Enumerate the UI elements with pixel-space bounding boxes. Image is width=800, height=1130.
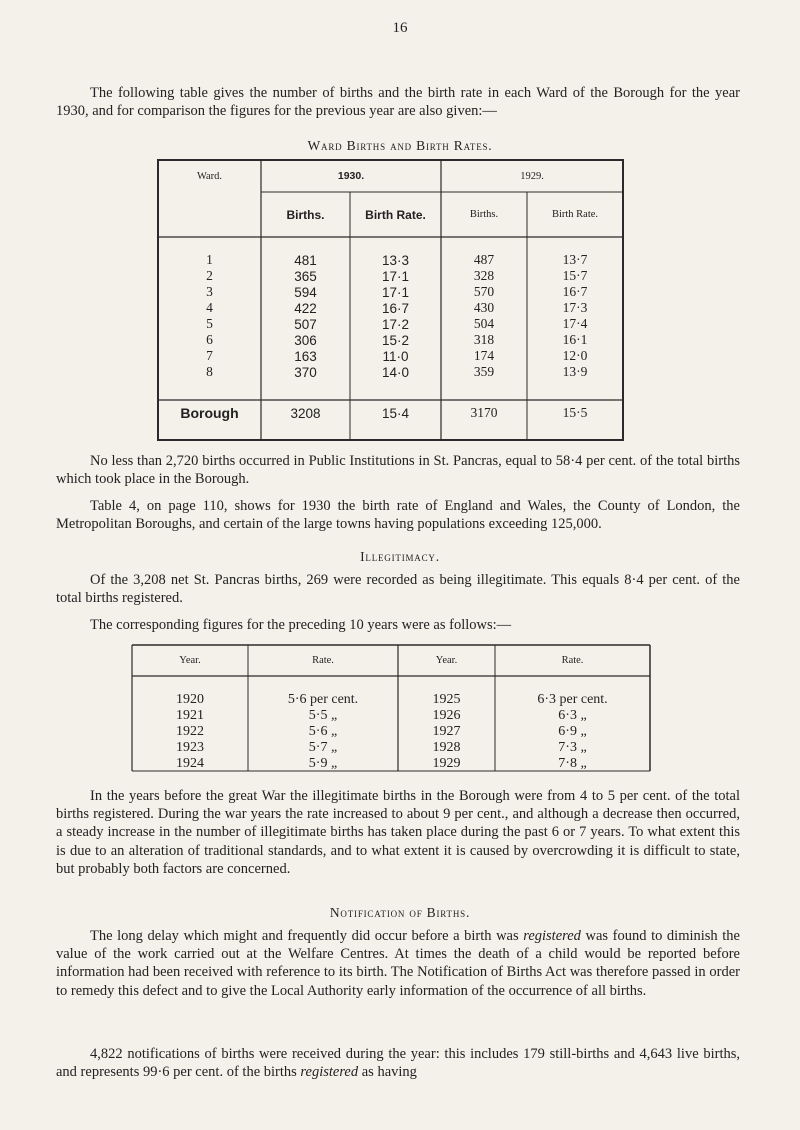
cell-year-b: 1926 (432, 708, 461, 723)
cell-births-1929: 359 (473, 364, 495, 379)
header-year-1930: 1930. (337, 170, 365, 182)
cell-year-a: 1923 (176, 740, 204, 755)
cell-rate-b: 6·9 „ (558, 724, 587, 739)
cell-rate-a: 5·9 „ (308, 756, 338, 771)
cell-rate-b: 7·3 „ (558, 740, 587, 755)
cell-rate-1930: 16·7 (381, 300, 410, 316)
cell-ward: 2 (206, 268, 213, 283)
cell-rate-a: 5·6 per cent. (287, 692, 359, 707)
header-rate-a: Rate. (312, 655, 334, 666)
illegitimacy-heading: Illegitimacy. (360, 549, 440, 564)
cell-ward: 8 (206, 364, 213, 379)
cell-births-1930: 163 (294, 348, 317, 364)
cell-ward: 1 (206, 252, 213, 267)
cell-year-b: 1927 (432, 724, 461, 739)
cell-births-1930: 481 (294, 252, 317, 268)
table-row (132, 708, 650, 724)
cell-ward: 7 (206, 348, 213, 363)
cell-rate-1930: 17·2 (381, 316, 410, 332)
header-rate-1929: Birth Rate. (551, 209, 599, 220)
institutions-paragraph: No less than 2,720 births occurred in Public Institutions in St. Pancras, equal to 58·4 per cent. of the total births which took place in the Borough. (56, 453, 740, 488)
table-row (132, 692, 650, 708)
notification-paragraph: The long delay which might and frequently did occur before a birth was registered was found to diminish the value of the work carried out at the Welfare Centres. At times the death of a child would be reported before information had been received with reference to its birth. The Notification of Births Act was therefore passed in order to remedy this defect and to give the Local Authority early information of the occurrence of all births. (56, 928, 740, 999)
cell-ward: 4 (206, 300, 213, 315)
cell-rate-1929: 13·7 (562, 252, 588, 267)
war-paragraph: In the years before the great War the illegitimate births in the Borough were from 4 to 5 per cent. of the total births registered. During the war years the rate increased to about 9 per cent., and although a decrease then occurred, a steady increase in the number of illegitimate births has taken place during the past 6 or 7 years. To what extent this is due to an alteration of traditional standards, and to what extent it is caused by overcrowding it is difficult to state, but probably both factors are concerned. (56, 788, 740, 877)
cell-year-a: 1920 (176, 692, 204, 707)
total-rate-1929: 15·5 (562, 405, 588, 420)
cell-births-1929: 430 (473, 300, 495, 315)
cell-rate-1930: 15·2 (381, 332, 410, 348)
cell-births-1929: 504 (473, 316, 495, 331)
illegitimacy-table (132, 645, 650, 772)
cell-rate-1929: 15·7 (562, 268, 588, 283)
header-ward: Ward. (196, 170, 223, 182)
cell-births-1930: 594 (294, 284, 317, 300)
total-births-1929: 3170 (470, 405, 498, 420)
cell-year-a: 1924 (176, 756, 204, 771)
header-births-1930: Births. (286, 207, 325, 222)
cell-rate-1930: 17·1 (381, 284, 410, 300)
cell-births-1930: 306 (294, 332, 317, 348)
intro-paragraph: The following table gives the number of births and the birth rate in each Ward of the Borough for the year 1930, and for comparison the figures for the previous year are also given:— (56, 85, 740, 120)
cell-rate-1930: 14·0 (381, 364, 410, 380)
cell-births-1929: 174 (473, 348, 495, 363)
page-number: 16 (392, 20, 408, 36)
illegitimacy-paragraph: Of the 3,208 net St. Pancras births, 269 were recorded as being illegitimate. This equals 8·4 per cent. of the total births registered. (56, 572, 740, 607)
header-year-1929: 1929. (520, 170, 544, 182)
cell-births-1929: 318 (473, 332, 495, 347)
cell-rate-1929: 12·0 (562, 348, 588, 363)
cell-rate-a: 5·5 „ (308, 708, 338, 723)
final-paragraph: 4,822 notifications of births were received during the year: this includes 179 still-births and 4,643 live births, and represents 99·6 per cent. of the births registered as having (56, 1046, 740, 1081)
table-row (132, 756, 650, 772)
cell-rate-1929: 16·7 (562, 284, 588, 299)
corresponding-paragraph: The corresponding figures for the preceding 10 years were as follows:— (90, 617, 512, 633)
table-row (132, 740, 650, 756)
total-births-1930: 3208 (290, 405, 321, 421)
cell-rate-1930: 17·1 (381, 268, 410, 284)
header-births-1929: Births. (469, 209, 499, 220)
cell-births-1929: 328 (473, 268, 495, 283)
cell-rate-a: 5·6 „ (308, 724, 338, 739)
cell-year-b: 1925 (432, 692, 461, 707)
ward-table-title: Ward Births and Birth Rates. (307, 138, 493, 153)
cell-rate-a: 5·7 „ (308, 740, 338, 755)
cell-ward: 5 (206, 316, 213, 331)
cell-births-1930: 370 (294, 364, 317, 380)
cell-year-b: 1929 (432, 756, 461, 771)
total-ward: Borough (180, 405, 239, 421)
cell-births-1929: 487 (473, 252, 495, 267)
total-rate-1930: 15·4 (381, 405, 410, 421)
header-year-b: Year. (435, 655, 458, 666)
cell-rate-1930: 13·3 (381, 252, 410, 268)
cell-year-a: 1921 (176, 708, 204, 723)
cell-births-1930: 365 (294, 268, 317, 284)
cell-births-1930: 422 (294, 300, 317, 316)
cell-births-1930: 507 (294, 316, 317, 332)
cell-ward: 6 (206, 332, 213, 347)
header-year-a: Year. (179, 655, 201, 666)
header-rate-1930: Birth Rate. (365, 207, 426, 222)
cell-rate-1929: 13·9 (562, 364, 588, 379)
cell-year-b: 1928 (432, 740, 461, 755)
cell-rate-1929: 16·1 (562, 332, 588, 347)
cell-rate-b: 7·8 „ (558, 756, 587, 771)
cell-rate-1929: 17·3 (562, 300, 588, 315)
cell-year-a: 1922 (176, 724, 204, 739)
notification-heading: Notification of Births. (329, 905, 471, 920)
table4-paragraph: Table 4, on page 110, shows for 1930 the birth rate of England and Wales, the County of London, the Metropolitan Boroughs, and certain of the large towns having populations exceeding 125,000. (56, 498, 740, 533)
header-rate-b: Rate. (561, 655, 584, 666)
cell-births-1929: 570 (473, 284, 495, 299)
cell-rate-b: 6·3 per cent. (537, 692, 608, 707)
table-row (132, 724, 650, 740)
cell-rate-b: 6·3 „ (558, 708, 587, 723)
cell-rate-1930: 11·0 (382, 348, 409, 364)
cell-rate-1929: 17·4 (562, 316, 588, 331)
cell-ward: 3 (206, 284, 213, 299)
